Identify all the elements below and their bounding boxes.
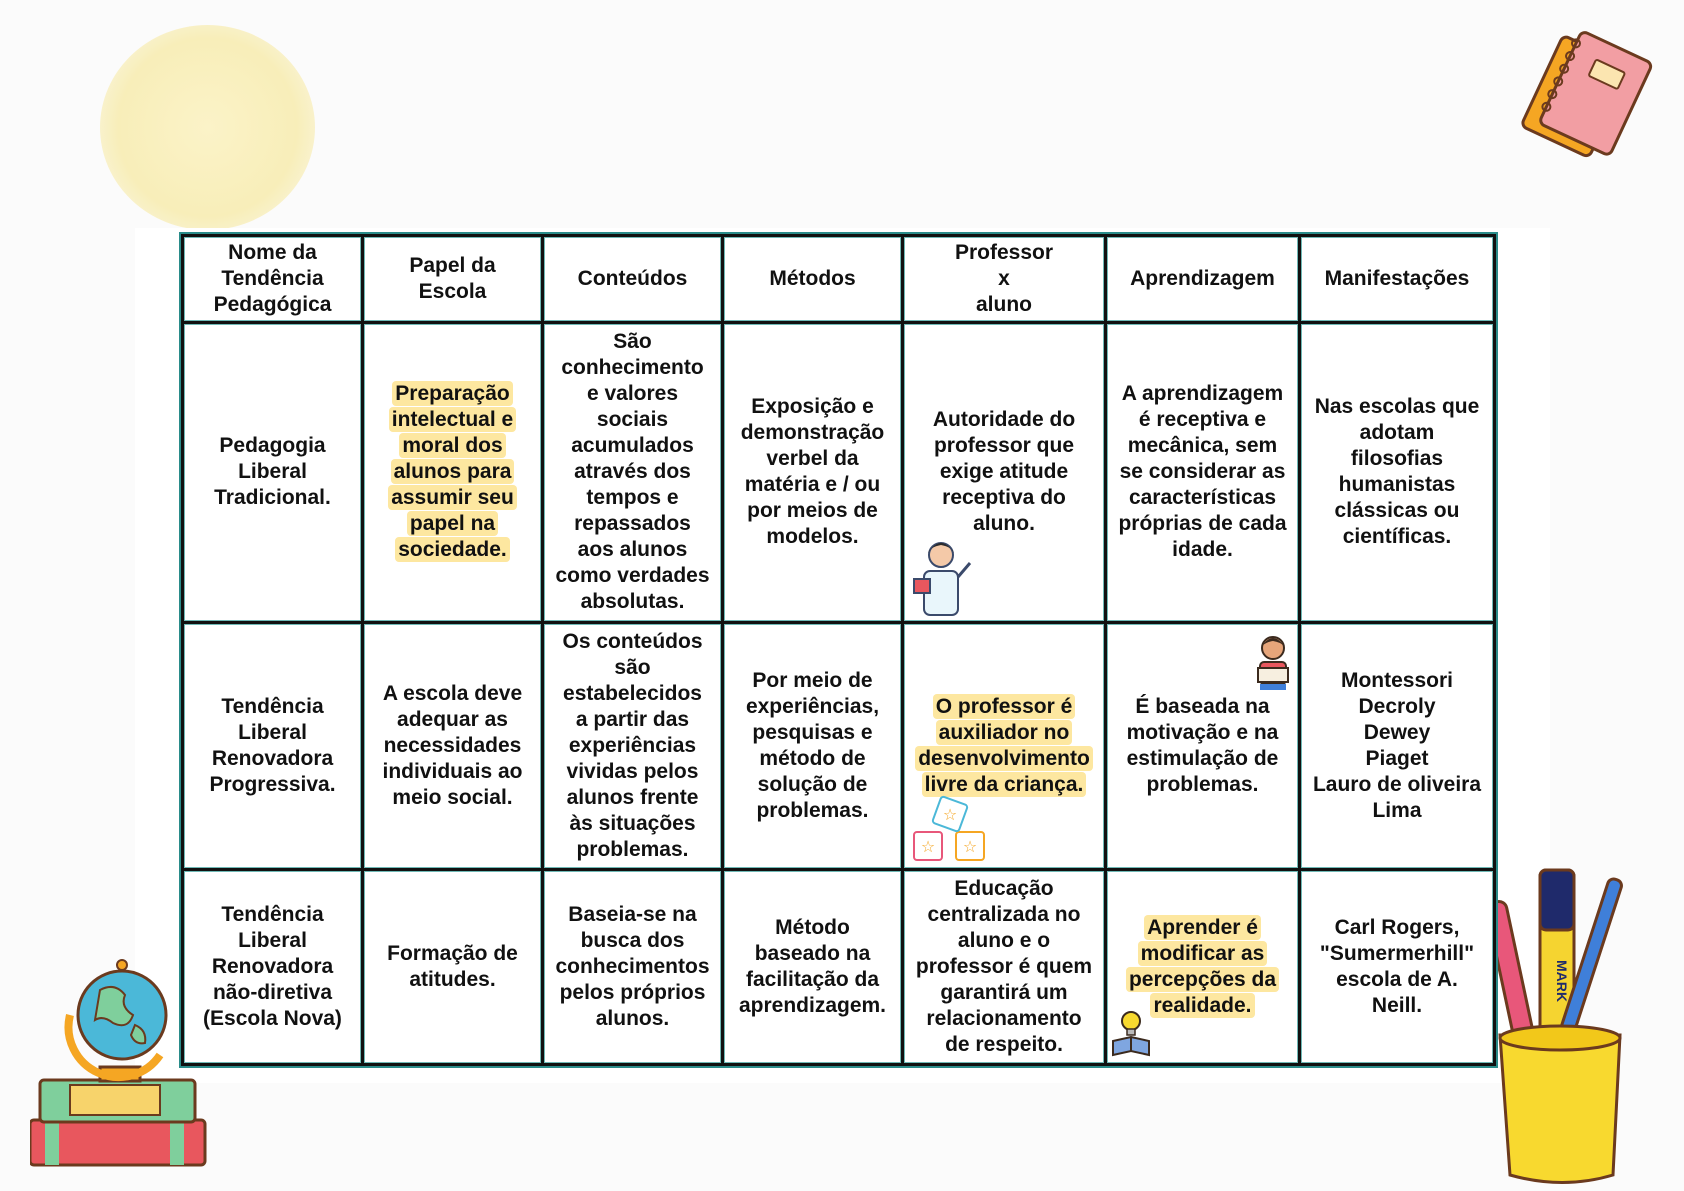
cell-teacher-student: [903, 623, 1106, 870]
cell-methods: Por meio de experiências, pesquisas e método de solução de problemas.: [723, 623, 903, 870]
cell-methods: Exposição e demonstração verbel da matéria e / ou por meios de modelos.: [723, 322, 903, 623]
decorative-sun-blob: [100, 25, 315, 230]
table-row: [183, 322, 1495, 623]
header-contents: Conteúdos: [543, 236, 723, 323]
header-methods: Métodos: [723, 236, 903, 323]
cell-teacher-student: Educação centralizada no aluno e o professor é quem garantirá um relacionamento de respeito.: [903, 870, 1106, 1065]
cell-trend-name: Pedagogia Liberal Tradicional.: [183, 322, 363, 623]
cell-school-role: Formação de atitudes.: [363, 870, 543, 1065]
star-blocks-icon: [910, 794, 990, 864]
cell-text: É baseada na motivação e na estimulação de problemas.: [1126, 695, 1279, 797]
cell-teacher-student: [903, 322, 1106, 623]
cell-contents: Baseia-se na busca dos conhecimentos pelos próprios alunos.: [543, 870, 723, 1065]
notebooks-icon: [1505, 20, 1665, 170]
cell-methods: Método baseado na facilitação da aprendizagem.: [723, 870, 903, 1065]
table-row: [183, 623, 1495, 870]
highlighted-text: Preparação intelectual e moral dos alunos para assumir seu papel na sociedade.: [388, 381, 517, 562]
header-learning: Aprendizagem: [1106, 236, 1300, 323]
cell-contents: Os conteúdos são estabelecidos a partir das experiências vividas pelos alunos frente às situações problemas.: [543, 623, 723, 870]
header-manifestations: Manifestações: [1300, 236, 1495, 323]
pedagogical-trends-table: [181, 234, 1496, 1066]
cell-learning: A aprendizagem é receptiva e mecânica, sem se considerar as características próprias de cada idade.: [1106, 322, 1300, 623]
pen-cup-icon: [1485, 860, 1645, 1190]
cell-manifestations: Carl Rogers, "Sumermerhill" escola de A. Neill.: [1300, 870, 1495, 1065]
svg-text:☆: ☆: [962, 839, 978, 857]
cell-school-role: A escola deve adequar as necessidades individuais ao meio social.: [363, 623, 543, 870]
cell-manifestations: Nas escolas que adotam filosofias humanistas clássicas ou científicas.: [1300, 322, 1495, 623]
highlighted-text: Aprender é modificar as percepções da realidade.: [1126, 915, 1279, 1018]
svg-text:☆: ☆: [920, 839, 936, 857]
cell-learning: [1106, 623, 1300, 870]
header-school-role: Papel da Escola: [363, 236, 543, 323]
teacher-icon: [910, 533, 974, 617]
highlighted-text: O professor é auxiliador no desenvolvimento livre da criança.: [915, 694, 1093, 797]
cell-manifestations: Montessori Decroly Dewey Piaget Lauro de oliveira Lima: [1300, 623, 1495, 870]
marker-label: MARK: [1554, 960, 1570, 1002]
svg-text:☆: ☆: [942, 807, 958, 825]
reading-boy-icon: [1252, 634, 1294, 692]
cell-learning: [1106, 870, 1300, 1065]
table-row: [183, 870, 1495, 1065]
cell-trend-name: Tendência Liberal Renovadora Progressiva.: [183, 623, 363, 870]
header-trend-name: Nome da Tendência Pedagógica: [183, 236, 363, 323]
table-header-row: [183, 236, 1495, 323]
lightbulb-book-icon: [1111, 1007, 1153, 1057]
cell-contents: São conhecimento e valores sociais acumulados através dos tempos e repassados aos alunos como verdades absolutas.: [543, 322, 723, 623]
cell-text: Autoridade do professor que exige atitude receptiva do aluno.: [932, 408, 1076, 536]
cell-trend-name: Tendência Liberal Renovadora não-diretiva (Escola Nova): [183, 870, 363, 1065]
cell-school-role: [363, 322, 543, 623]
header-teacher-student: Professor x aluno: [903, 236, 1106, 323]
